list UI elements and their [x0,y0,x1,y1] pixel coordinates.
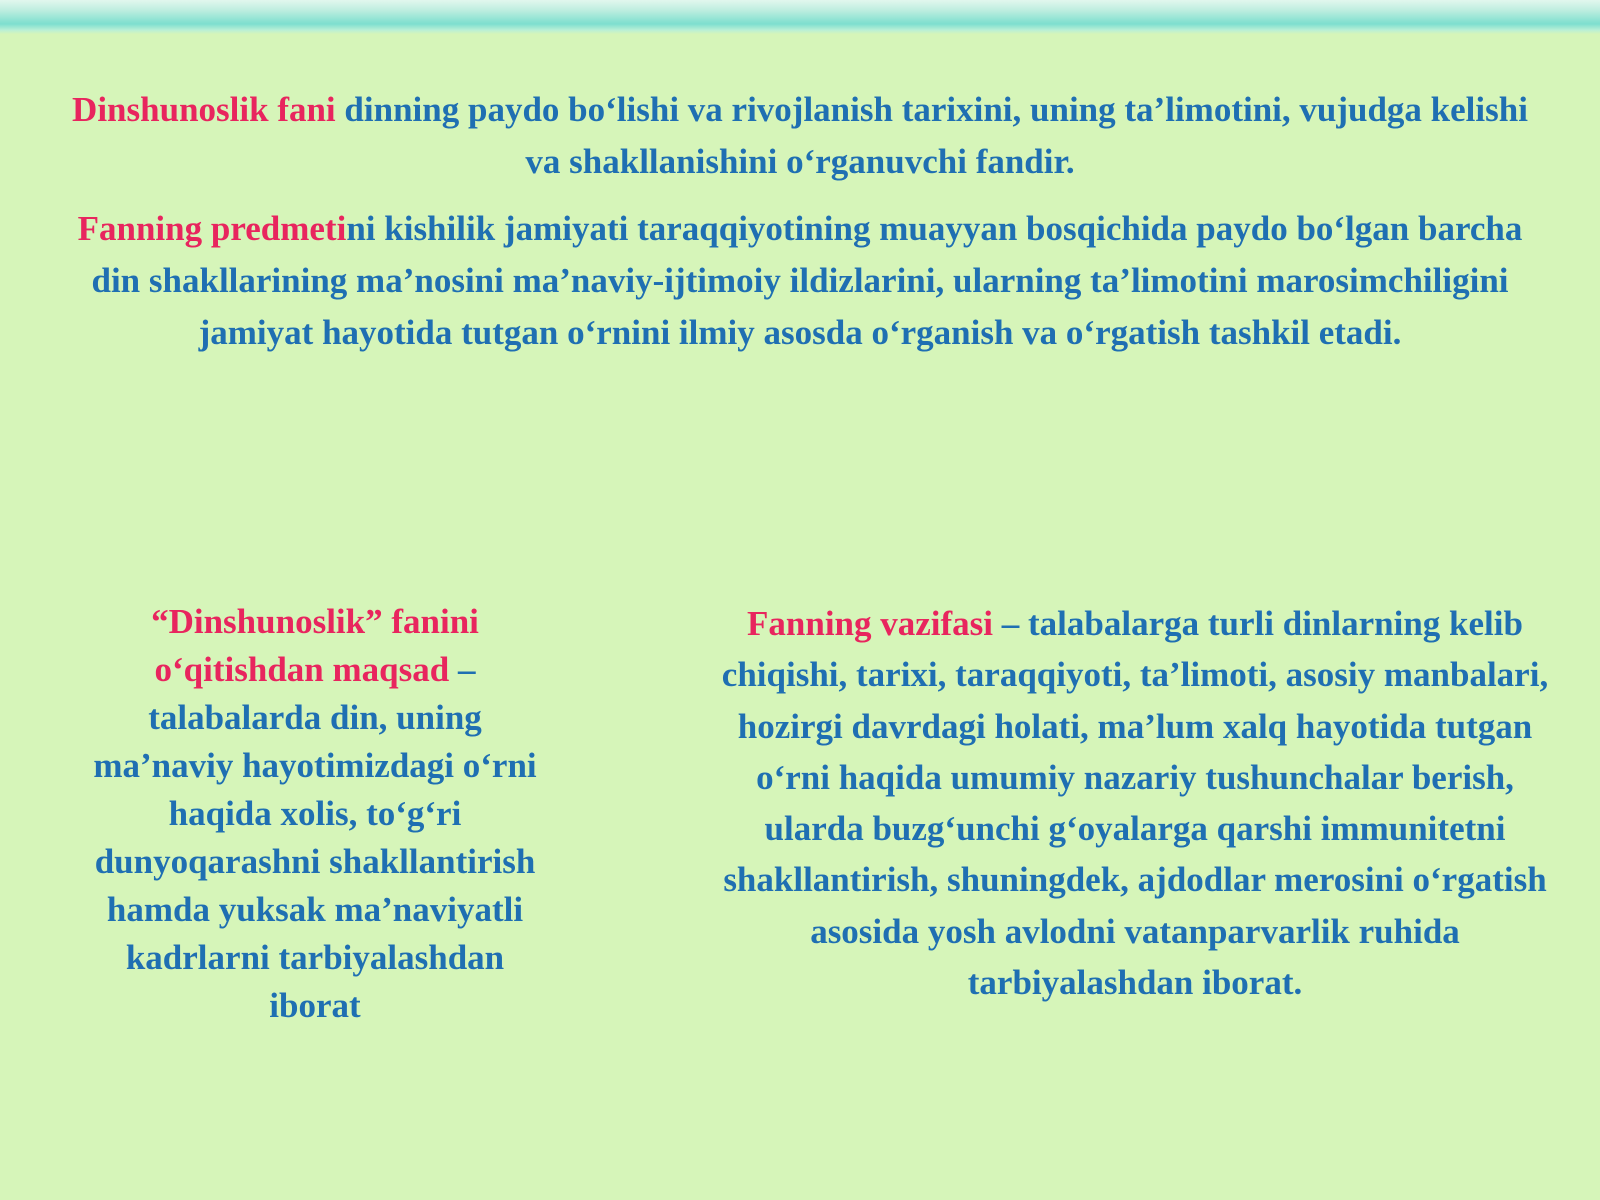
goal-term: “Dinshunoslik” fanini o‘qitishdan maqsad [151,602,479,689]
intro-term: Dinshunoslik fani [72,90,336,129]
task-paragraph [720,598,1550,1008]
subject-paragraph [60,203,1540,359]
subject-text: ni kishilik jamiyati taraqqiyotining muayyan bosqichida paydo bo‘lgan barcha din shakllarining ma’nosini ma’naviy-ijtimoiy ildizlarini, ularning ta’limotini marosimchiligini jamiyat hayotida tutgan o‘rnini ilmiy asosda o‘rganish va o‘rgatish tashkil etadi. [91,209,1523,352]
task-term: Fanning vazifasi [747,604,994,643]
goal-paragraph [80,598,550,1030]
goal-text: – talabalarda din, uning ma’naviy hayotimizdagi o‘rni haqida xolis, to‘g‘ri dunyoqarashni shakllantirish hamda yuksak ma’naviyatli kadrlarni tarbiyalashdan iborat [93,650,537,1025]
top-decorative-band [0,0,1600,34]
task-text: – talabalarga turli dinlarning kelib chiqishi, tarixi, taraqqiyoti, ta’limoti, asosiy manbalari, hozirgi davrdagi holati, ma’lum xalq hayotida tutgan o‘rni haqida umumiy nazariy tushunchalar berish, ularda buzg‘unchi g‘oyalarga qarshi immunitetni shakllantirish, shuningdek, ajdodlar merosini o‘rgatish asosida yosh avlodni vatanparvarlik ruhida tarbiyalashdan iborat. [721,604,1549,1003]
intro-paragraph [60,84,1540,188]
subject-term: Fanning predmeti [77,209,347,248]
intro-text: dinning paydo bo‘lishi va rivojlanish tarixini, uning ta’limotini, vujudga kelishi va shakllanishini o‘rganuvchi fandir. [335,90,1528,181]
